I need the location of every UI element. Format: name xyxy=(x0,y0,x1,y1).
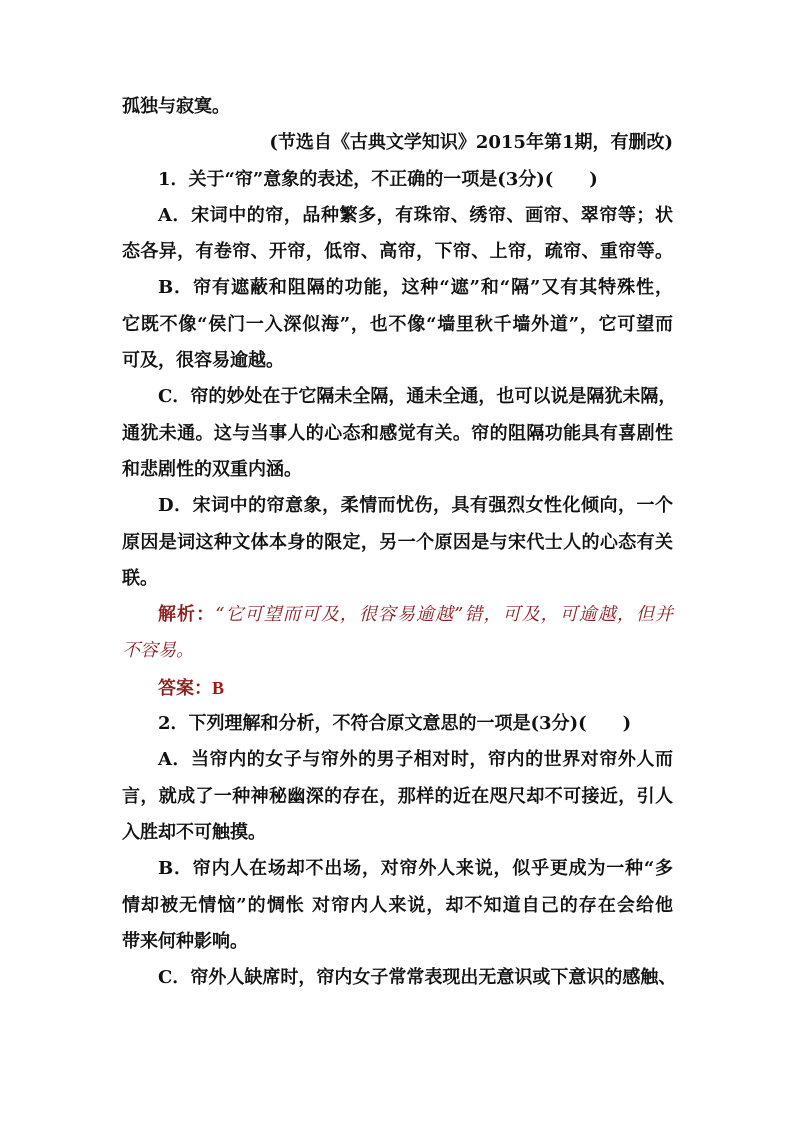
option-line: B．帘内人在场却不出场，对帘外人来说，似乎更成为一种“多 xyxy=(158,858,673,880)
question-1 xyxy=(122,162,677,706)
analysis-text: 不容易。 xyxy=(122,640,194,662)
option-line: D．宋词中的帘意象，柔情而忧伤，具有强烈女性化倾向，一个 xyxy=(158,495,673,517)
option-line: 和悲剧性的双重内涵。 xyxy=(122,458,302,480)
question-1-option-b xyxy=(122,270,673,379)
option-line: 带来何种影响。 xyxy=(122,930,248,952)
option-line: B．帘有遮蔽和阻隔的功能，这种“遮”和“隔”又有其特殊性， xyxy=(158,277,673,299)
question-1-stem: 1．关于“帘”意象的表述，不正确的一项是(3分)( ) xyxy=(158,168,598,190)
option-line: 入胜却不可触摸。 xyxy=(122,821,266,843)
option-line: 态各异，有卷帘、开帘，低帘、高帘，下帘、上帘，疏帘、重帘等。 xyxy=(122,241,673,263)
option-line: 它既不像“侯门一入深似海”，也不像“墙里秋千墙外道”，它可望而 xyxy=(122,313,673,335)
option-line: 联。 xyxy=(122,567,158,589)
analysis-label: 解析： xyxy=(158,604,216,626)
analysis-line xyxy=(122,597,673,633)
analysis-text: “它可望而可及，很容易逾越”错，可及，可逾越，但并 xyxy=(215,604,674,626)
passage-continuation: 孤独与寂寞。 xyxy=(122,96,230,117)
document-page xyxy=(122,89,677,996)
option-line: 言，就成了一种神秘幽深的存在，那样的近在咫尺却不可接近，引人 xyxy=(122,785,673,807)
option-line: A．当帘内的女子与帘外的男子相对时，帘内的世界对帘外人而 xyxy=(158,749,673,771)
question-2-option-a xyxy=(122,742,673,851)
source-citation: (节选自《古典文学知识》2015年第1期，有删改) xyxy=(269,132,673,154)
question-1-option-d xyxy=(122,488,673,597)
question-1-option-c xyxy=(122,379,677,488)
question-1-analysis xyxy=(122,597,673,670)
option-line: 情却被无情恼”的惆怅 对帘内人来说，却不知道自己的存在会给他 xyxy=(122,894,673,916)
analysis-line xyxy=(122,633,673,669)
question-1-option-a xyxy=(122,198,673,271)
question-2-option-b xyxy=(122,851,673,960)
question-2-stem: 2．下列理解和分析，不符合原文意思的一项是(3分)( ) xyxy=(158,713,632,735)
option-line: C．帘外人缺席时，帘内女子常常表现出无意识或下意识的感触、 xyxy=(158,967,677,989)
option-line: 可及，很容易逾越。 xyxy=(122,350,284,372)
option-line: 原因是词这种文体本身的限定，另一个原因是与宋代士人的心态有关 xyxy=(122,531,673,553)
question-1-answer xyxy=(122,670,673,706)
question-2 xyxy=(122,706,677,996)
answer-label: 答案： xyxy=(158,677,212,699)
option-line: C．帘的妙处在于它隔未全隔，通未全通，也可以说是隔犹未隔， xyxy=(158,386,677,408)
answer-value: B xyxy=(212,677,225,698)
question-2-option-c xyxy=(122,960,677,996)
option-line: A．宋词中的帘，品种繁多，有珠帘、绣帘、画帘、翠帘等；状 xyxy=(158,204,673,226)
option-line: 通犹未通。这与当事人的心态和感觉有关。帘的阻隔功能具有喜剧性 xyxy=(122,422,673,444)
